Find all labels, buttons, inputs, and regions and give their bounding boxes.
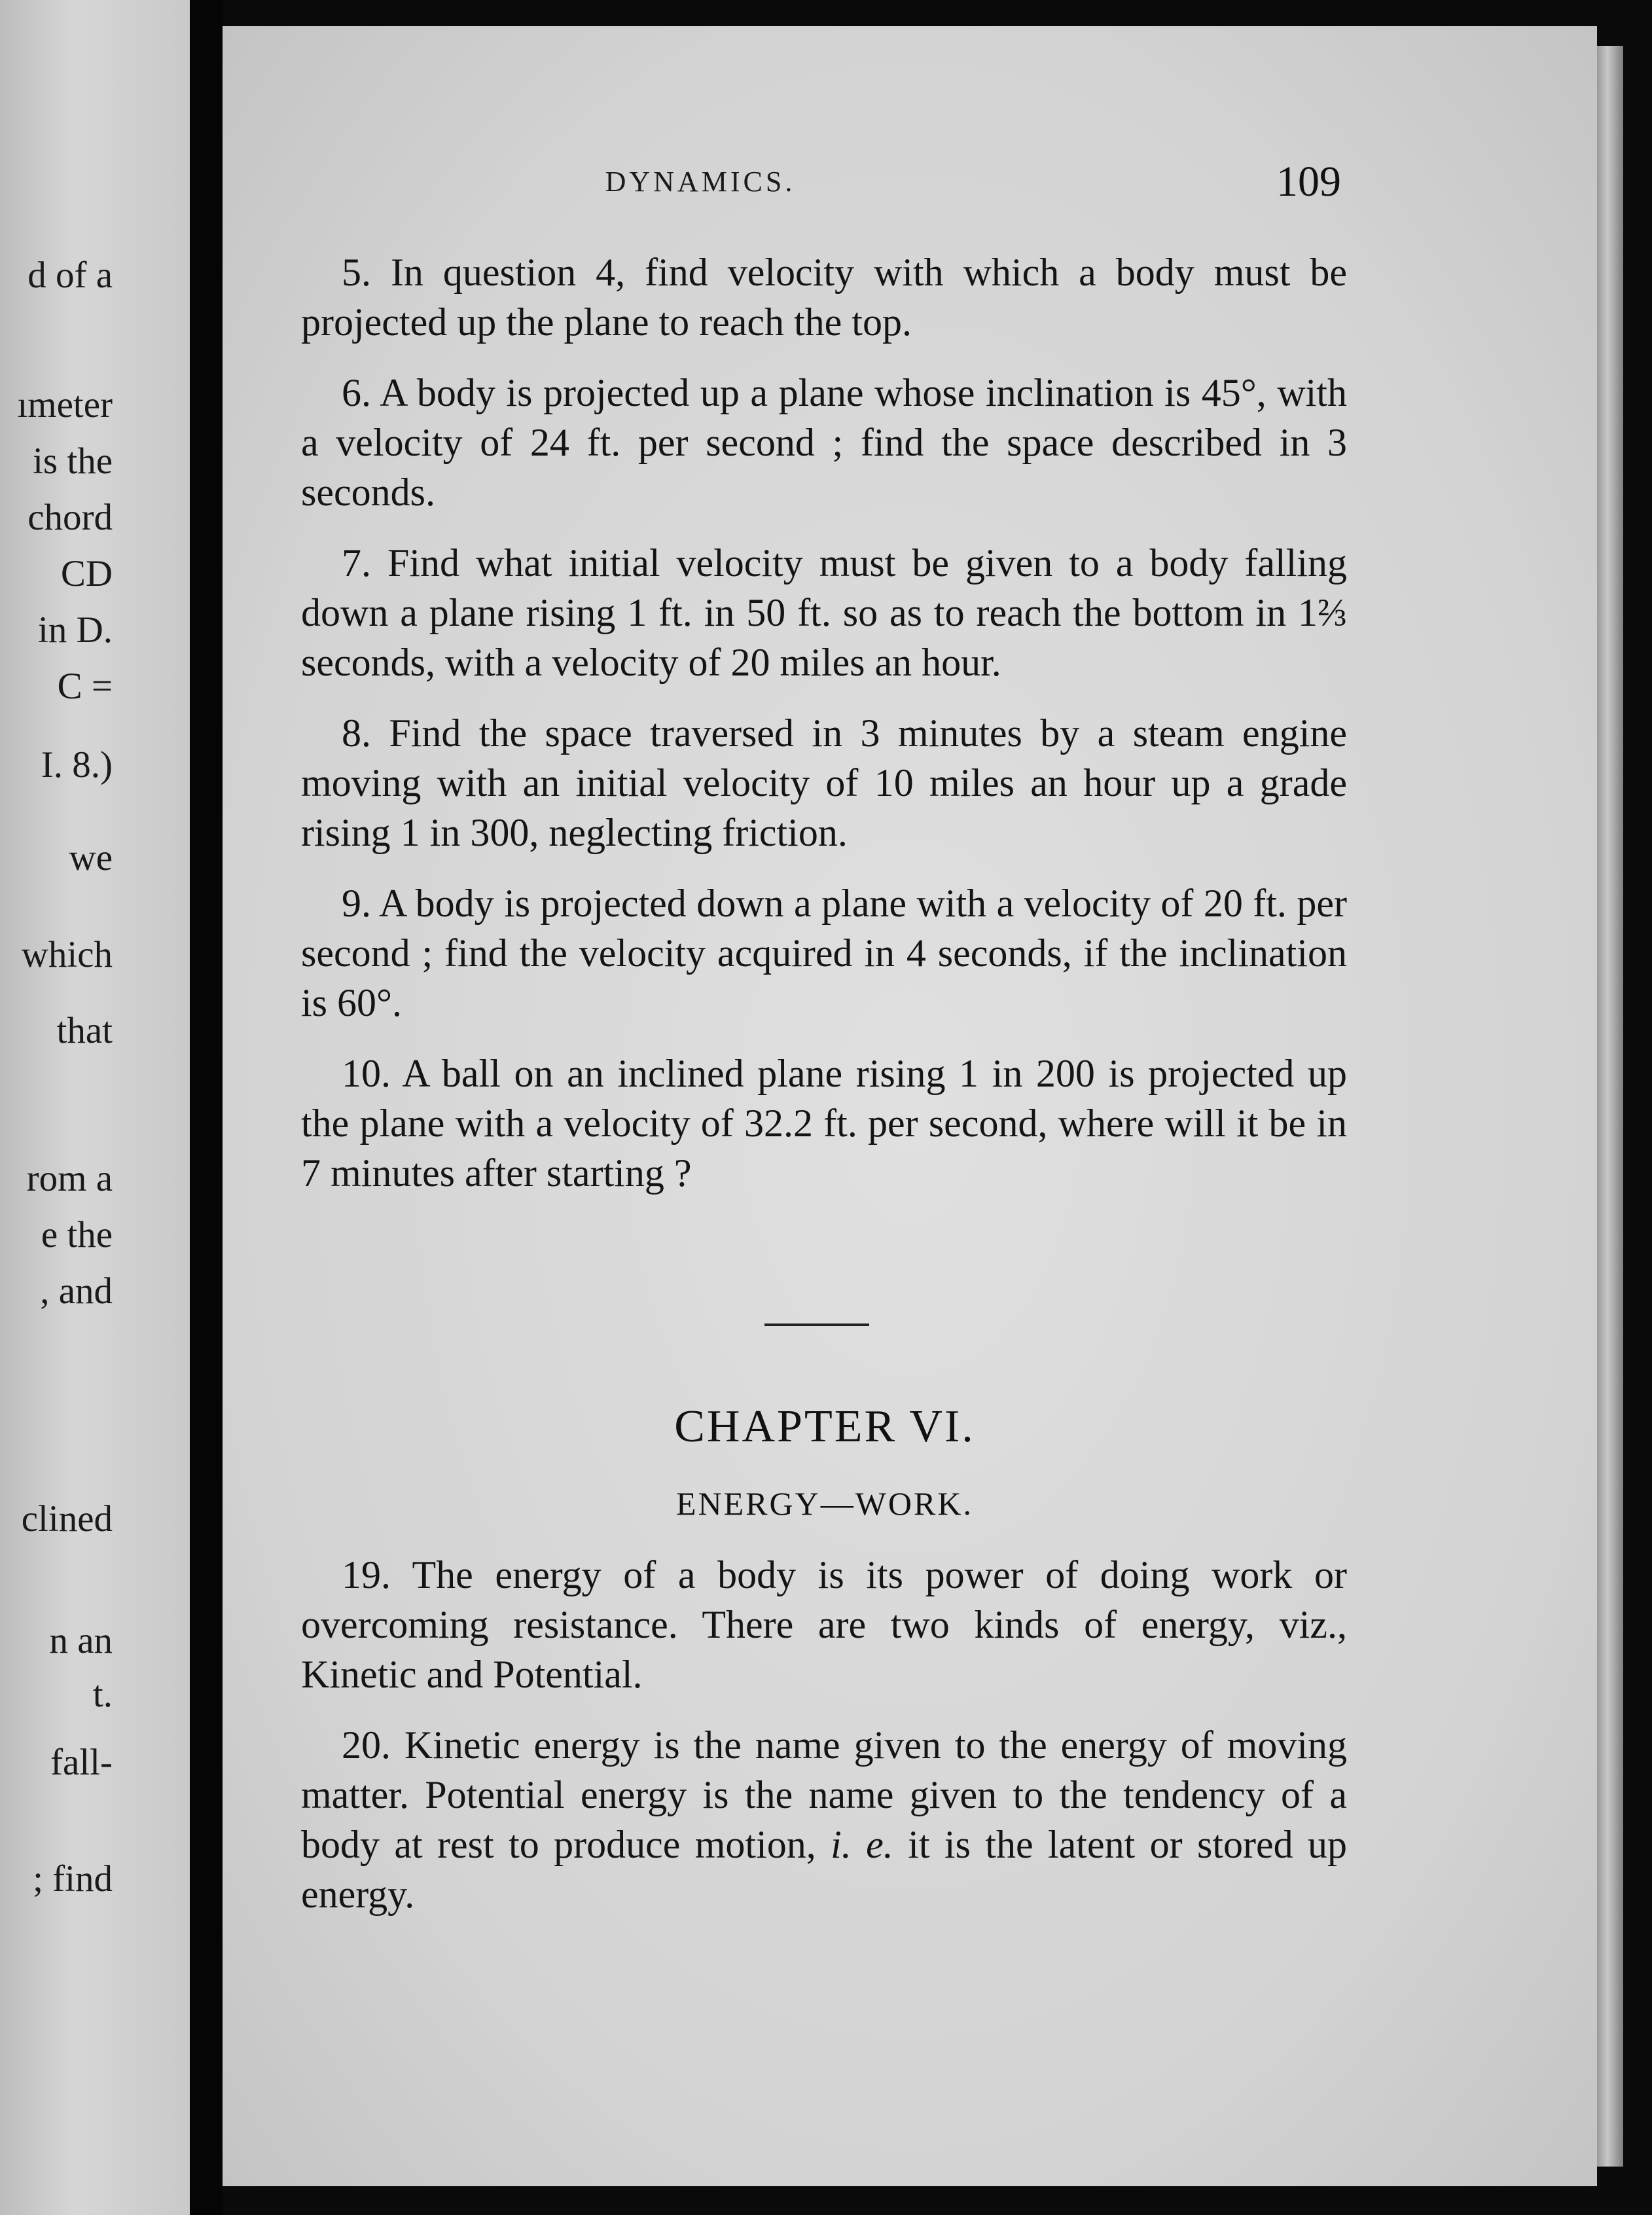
problem-5: 5. In question 4, find velocity with which a body must be projected up the plane to reach the top. [301,251,1347,344]
left-fragment-line: n an [49,1620,113,1661]
left-fragment-line: , and [40,1270,113,1312]
page-number: 109 [1276,158,1341,206]
paragraph-20 [301,1720,1347,1919]
left-fragment-line: t. [92,1674,113,1715]
left-fragment-line: ; find [33,1858,113,1900]
left-fragment-line: I. 8.) [41,744,113,785]
chapter-body [301,1550,1347,1940]
problem-8: 8. Find the space traversed in 3 minutes by a steam engine moving with an initial velocity of 10 miles an hour up a grade rising 1 in 300, neglecting friction. [301,711,1347,854]
chapter-title: CHAPTER VI. [674,1401,975,1452]
previous-page-fragment [0,0,190,2215]
left-fragment-line: clined [21,1498,113,1540]
left-fragment-line: C = [57,666,113,707]
section-divider [764,1324,869,1326]
problem-list [301,247,1347,1219]
problem-10: 10. A ball on an inclined plane rising 1 in 200 is projected up the plane with a velocity of 32.2 ft. per second, where will it be in 7 minutes after starting ? [301,1052,1347,1195]
left-fragment-line: which [21,934,113,975]
section-title: ENERGY—WORK. [675,1485,974,1522]
problem-6: 6. A body is projected up a plane whose inclination is 45°, with a velocity of 24 ft. per second ; find the space described in 3 seconds. [301,371,1347,514]
page-edge [1597,46,1623,2167]
left-fragment-line: d of a [27,255,113,296]
left-fragment-line: fall- [50,1742,113,1783]
left-fragment-line: that [56,1010,113,1051]
left-fragment-line: in D. [38,609,113,651]
running-head: DYNAMICS. [605,166,796,198]
problem-9: 9. A body is projected down a plane with a velocity of 20 ft. per second ; find the velocity acquired in 4 seconds, if the inclination is 60°. [301,882,1347,1024]
left-fragment-line: ımeter [17,384,113,425]
paragraph-20-text-b: it is the latent or stored up energy. [301,1823,1347,1916]
left-fragment-line: we [69,837,113,878]
left-fragment-line: rom a [26,1158,113,1199]
left-fragment-line: chord [27,497,113,538]
paragraph-19: 19. The energy of a body is its power of doing work or overcoming resistance. There are two kinds of energy, viz., Kinetic and Potential. [301,1553,1347,1696]
paragraph-20-text-a: 20. Kinetic energy is the name given to the energy of moving matter. Potential energy is the name given to the tendency of a body at rest to produce motion, [301,1723,1347,1866]
left-fragment-line: is the [33,441,113,482]
left-fragment-line: CD [60,553,113,594]
problem-7: 7. Find what initial velocity must be given to a body falling down a plane rising 1 ft. in 50 ft. so as to reach the bottom in 1⅔ seconds, with a velocity of 20 miles an hour. [301,541,1347,684]
left-fragment-line: e the [41,1214,113,1255]
ie-abbreviation: i. e. [831,1823,893,1866]
book-gutter [190,0,223,2215]
